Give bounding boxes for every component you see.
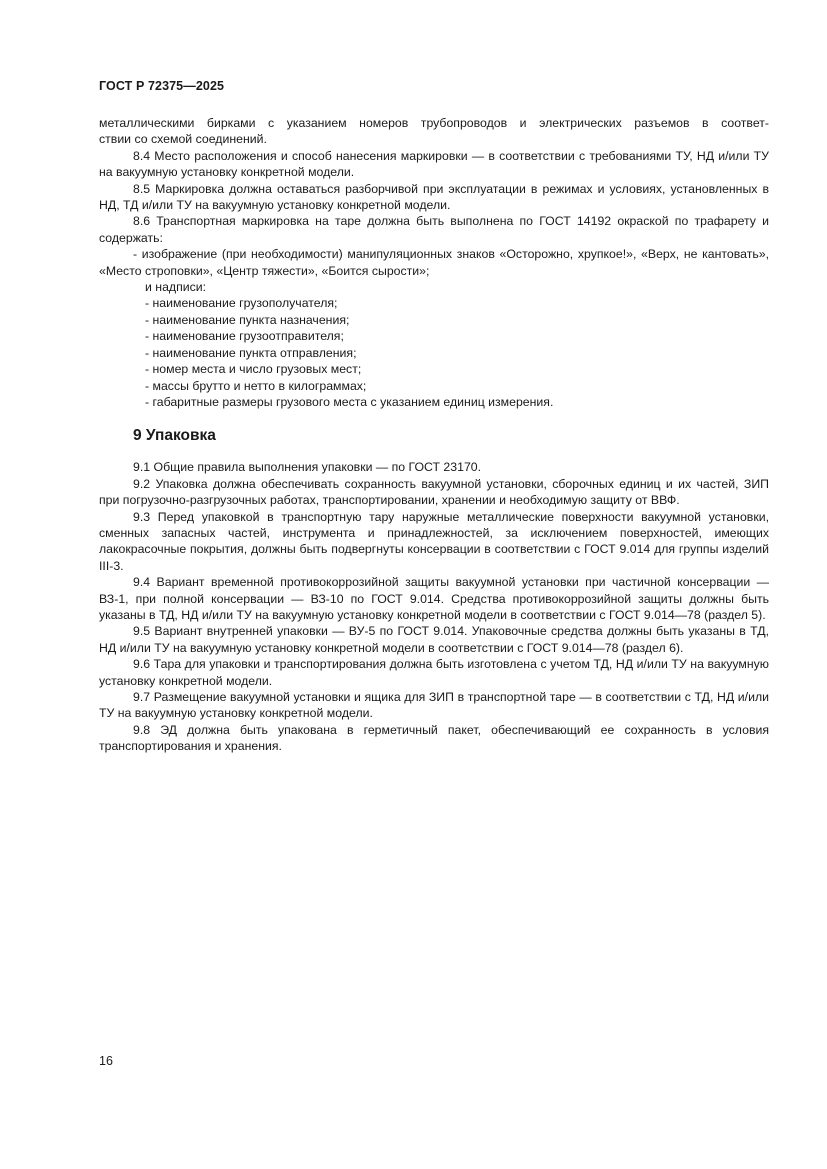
paragraph-9-4: 9.4 Вариант временной противокоррозийной защиты вакуумной установки при частичной консервации — ВЗ-1, при полной консервации — ВЗ-10 по ГОСТ 9.014. Средства противокоррозийной защиты должны быть указаны в ТД, НД и/или ТУ на вакуумную установку конкретной модели в соответствии с ГОСТ 9.014—78 (раздел 5). [99, 575, 769, 622]
paragraph-8-3-continuation: металлическими бирками с указанием номеров трубопроводов и электрических разъемов в соответ- [99, 116, 769, 130]
list-item-signs: - изображение (при необходимости) манипуляционных знаков «Осторожно, хрупкое!», «Верх, не кантовать», «Место строповки», «Центр тяжести», «Боится сырости»; [99, 247, 769, 278]
paragraph-9-2: 9.2 Упаковка должна обеспечивать сохранность вакуумной установки, сборочных единиц и их частей, ЗИП при погрузочно-разгрузочных работах, транспортировании, хранении и необходимую защиту от ВВФ. [99, 476, 769, 508]
list-item-label: - наименование грузоотправителя; [145, 329, 344, 344]
paragraph-9-7: 9.7 Размещение вакуумной установки и ящика для ЗИП в транспортной таре — в соответствии с ТД, НД и/или ТУ на вакуумную установку конкретной модели. [99, 690, 769, 721]
list-item-label: - габаритные размеры грузового места с указанием единиц измерения. [145, 394, 554, 409]
document-body [99, 115, 769, 755]
page-number: 16 [99, 1054, 113, 1068]
list-item-label: - наименование пункта отправления; [145, 345, 357, 360]
list-item-label: - наименование грузополучателя; [145, 296, 338, 311]
paragraph-8-5: 8.5 Маркировка должна оставаться разборчивой при эксплуатации в режимах и условиях, установленных в НД, ТД и/или ТУ на вакуумную установку конкретной модели. [99, 181, 769, 213]
section-heading-9: 9 Упаковка [133, 427, 216, 445]
paragraph-8-6: 8.6 Транспортная маркировка на таре должна быть выполнена по ГОСТ 14192 окраской по трафарету и содержать: [99, 214, 769, 245]
paragraph-8-4: 8.4 Место расположения и способ нанесения маркировки — в соответствии с требованиями ТУ, НД и/или ТУ на вакуумную установку конкретной модели. [99, 148, 769, 180]
list-item-label: - номер места и число грузовых мест; [145, 362, 362, 377]
list-item-label: - наименование пункта назначения; [145, 312, 350, 327]
paragraph-8-3-continuation-end: ствии со схемой соединений. [99, 132, 267, 147]
paragraph-9-8: 9.8 ЭД должна быть упакована в герметичный пакет, обеспечивающий ее сохранность в условия транспортирования и хранения. [99, 722, 769, 754]
labels-intro: и надписи: [145, 280, 207, 295]
paragraph-9-6: 9.6 Тара для упаковки и транспортирования должна быть изготовлена с учетом ТД, НД и/или ТУ на вакуумную установку конкретной модели. [99, 657, 769, 688]
paragraph-9-1: 9.1 Общие правила выполнения упаковки — по ГОСТ 23170. [133, 460, 482, 475]
paragraph-9-3: 9.3 Перед упаковкой в транспортную тару наружные металлические поверхности вакуумной установки, сменных запасных частей, инструмента и принадлежностей, за исключением поверхностей, имеющих лакокрасочные покрытия, должны быть подвергнуты консервации в соответствии с ГОСТ 9.014 для группы изделий III-3. [99, 509, 769, 573]
document-header: ГОСТ Р 72375—2025 [99, 79, 225, 93]
paragraph-9-5: 9.5 Вариант внутренней упаковки — ВУ-5 по ГОСТ 9.014. Упаковочные средства должны быть указаны в ТД, НД и/или ТУ на вакуумную установку конкретной модели в соответствии с ГОСТ 9.014—78 (раздел 6). [99, 624, 769, 655]
list-item-label: - массы брутто и нетто в килограммах; [145, 378, 367, 393]
